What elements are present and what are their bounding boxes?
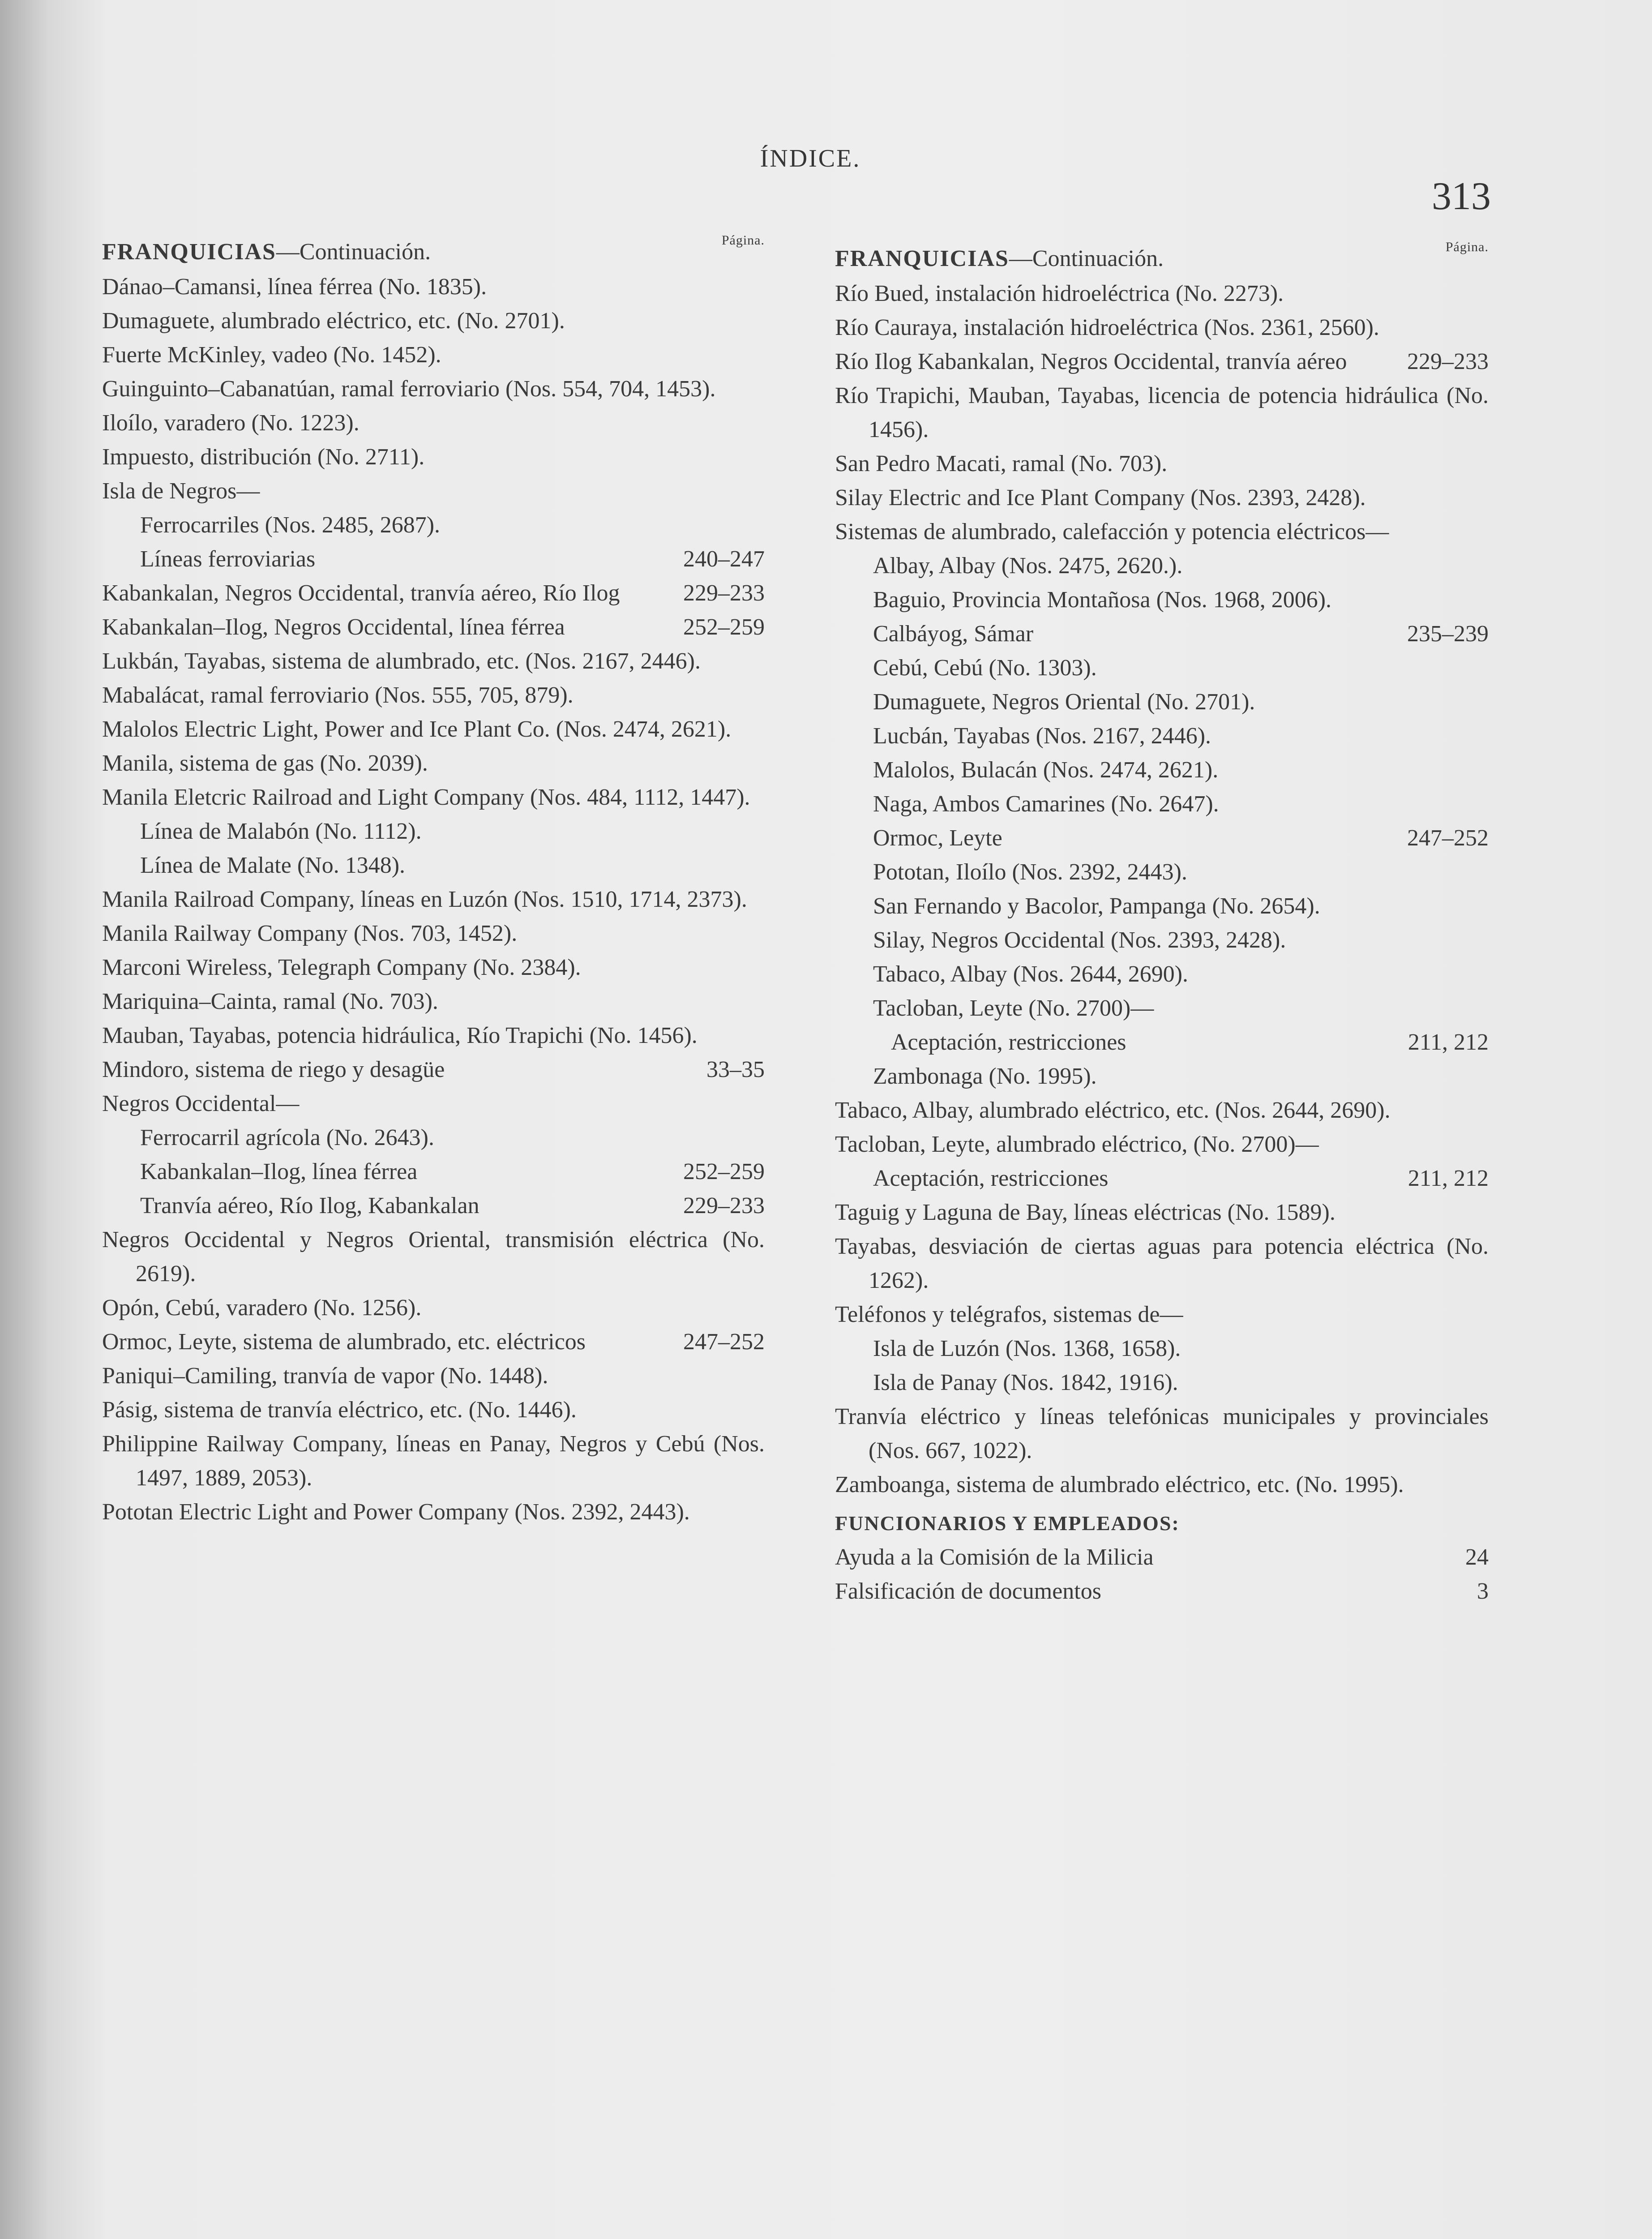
entry-text: Sistemas de alumbrado, calefacción y potencia eléctricos—: [835, 519, 1389, 545]
index-entry: [835, 345, 1489, 379]
entry-text: Manila Eletcric Railroad and Light Company (Nos. 484, 1112, 1447).: [102, 785, 750, 810]
index-entry: [835, 1128, 1489, 1162]
index-entry: [102, 951, 765, 985]
entry-text: Cebú, Cebú (No. 1303).: [873, 655, 1097, 681]
entry-text: Tayabas, desviación de ciertas aguas para potencia eléctrica (No. 1262).: [835, 1234, 1489, 1293]
index-entry: [102, 1427, 765, 1495]
index-entry: [835, 1059, 1489, 1094]
entry-text: Tranvía eléctrico y líneas telefónicas municipales y provinciales (Nos. 667, 1022).: [835, 1404, 1489, 1463]
index-entry: [102, 1019, 765, 1053]
index-entry: [835, 311, 1489, 345]
entry-text: Iloílo, varadero (No. 1223).: [102, 410, 360, 436]
index-entry: [835, 1400, 1489, 1468]
entry-text: Zambonaga (No. 1995).: [873, 1064, 1097, 1089]
entry-text: Kabankalan–Ilog, Negros Occidental, línea férrea: [102, 614, 565, 640]
entry-text: Río Cauraya, instalación hidroeléctrica (Nos. 2361, 2560).: [835, 315, 1379, 340]
entry-text: Tranvía aéreo, Río Ilog, Kabankalan: [140, 1193, 479, 1218]
entry-text: Opón, Cebú, varadero (No. 1256).: [102, 1295, 422, 1321]
index-entry: [835, 1574, 1489, 1608]
index-entry: [835, 753, 1489, 787]
index-entry: [835, 685, 1489, 719]
entry-text: San Fernando y Bacolor, Pampanga (No. 2654).: [873, 893, 1320, 919]
index-entry: [102, 1053, 765, 1087]
index-entry: [102, 1359, 765, 1393]
entry-text: Línea de Malabón (No. 1112).: [140, 819, 422, 844]
entry-text: Philippine Railway Company, líneas en Panay, Negros y Cebú (Nos. 1497, 1889, 2053).: [102, 1431, 765, 1491]
index-entry: [102, 474, 765, 508]
index-entry: [835, 1196, 1489, 1230]
index-entry: [102, 1121, 765, 1155]
index-entry: [835, 787, 1489, 821]
entry-text: Dánao–Camansi, línea férrea (No. 1835).: [102, 274, 487, 300]
entry-text: Lukbán, Tayabas, sistema de alumbrado, etc. (Nos. 2167, 2446).: [102, 648, 701, 674]
index-entry: [835, 1094, 1489, 1128]
running-title: ÍNDICE.: [760, 145, 861, 172]
index-entry: [102, 1189, 765, 1223]
index-entry: [102, 440, 765, 474]
index-entry: [102, 1223, 765, 1291]
right-column-heading-suffix: —Continuación.: [1009, 246, 1164, 271]
entry-pages: 247–252: [683, 1329, 765, 1355]
entry-text: Río Bued, instalación hidroeléctrica (No. 2273).: [835, 281, 1284, 306]
index-entry: [102, 338, 765, 372]
entry-text: Kabankalan, Negros Occidental, tranvía aéreo, Río Ilog: [102, 580, 620, 606]
entry-text: Malolos Electric Light, Power and Ice Plant Co. (Nos. 2474, 2621).: [102, 716, 732, 742]
index-entry: [102, 406, 765, 440]
index-entry: [102, 644, 765, 678]
index-entry: [835, 991, 1489, 1025]
index-entry: [102, 270, 765, 304]
index-entry: [102, 746, 765, 781]
index-entry: [835, 651, 1489, 685]
entry-text: Negros Occidental y Negros Oriental, transmisión eléctrica (No. 2619).: [102, 1227, 765, 1287]
index-entry: [102, 1155, 765, 1189]
entry-text: Manila, sistema de gas (No. 2039).: [102, 751, 428, 776]
entry-text: Río Ilog Kabankalan, Negros Occidental, tranvía aéreo: [835, 349, 1347, 374]
index-entry: [835, 889, 1489, 923]
index-entry: [835, 1025, 1489, 1059]
entry-text: Baguio, Provincia Montañosa (Nos. 1968, 2006).: [873, 587, 1332, 613]
entry-text: Tacloban, Leyte, alumbrado eléctrico, (No. 2700)—: [835, 1132, 1319, 1157]
entry-text: Fuerte McKinley, vadeo (No. 1452).: [102, 342, 441, 368]
right-entry-list: [835, 277, 1489, 1502]
index-entry: [835, 821, 1489, 855]
page-number: 313: [1432, 175, 1491, 218]
left-column-header: [102, 235, 765, 270]
index-entry: [835, 481, 1489, 515]
entry-text: Mauban, Tayabas, potencia hidráulica, Río Trapichi (No. 1456).: [102, 1023, 698, 1048]
entry-pages: 240–247: [683, 546, 765, 572]
index-entry: [102, 1087, 765, 1121]
index-entry: [835, 719, 1489, 753]
entry-text: Tabaco, Albay, alumbrado eléctrico, etc. (Nos. 2644, 2690).: [835, 1098, 1391, 1123]
index-entry: [102, 815, 765, 849]
index-entry: [835, 277, 1489, 311]
index-entry: [835, 1298, 1489, 1332]
entry-text: Falsificación de documentos: [835, 1578, 1101, 1604]
left-entry-list: [102, 270, 765, 1529]
index-entry: [102, 576, 765, 610]
index-entry: [835, 1162, 1489, 1196]
entry-text: Mabalácat, ramal ferroviario (Nos. 555, 705, 879).: [102, 682, 573, 708]
entry-text: Dumaguete, Negros Oriental (No. 2701).: [873, 689, 1255, 715]
entry-text: Taguig y Laguna de Bay, líneas eléctricas (No. 1589).: [835, 1200, 1335, 1225]
index-entry: [102, 542, 765, 576]
entry-text: Malolos, Bulacán (Nos. 2474, 2621).: [873, 757, 1219, 783]
entry-text: Manila Railway Company (Nos. 703, 1452).: [102, 921, 518, 946]
index-entry: [102, 1325, 765, 1359]
entry-text: Negros Occidental—: [102, 1091, 300, 1116]
right-pagina-label: Página.: [1445, 240, 1489, 254]
entry-text: Paniqui–Camiling, tranvía de vapor (No. 1448).: [102, 1363, 548, 1389]
entry-pages: 211, 212: [1408, 1029, 1489, 1055]
index-entry: [835, 549, 1489, 583]
section-entry-list: [835, 1540, 1489, 1608]
right-column-heading: FRANQUICIAS: [835, 246, 1009, 271]
entry-text: Zamboanga, sistema de alumbrado eléctrico, etc. (No. 1995).: [835, 1472, 1404, 1497]
entry-text: Línea de Malate (No. 1348).: [140, 853, 406, 878]
index-entry: [102, 985, 765, 1019]
entry-text: Tabaco, Albay (Nos. 2644, 2690).: [873, 961, 1189, 987]
entry-pages: 247–252: [1407, 825, 1489, 851]
entry-text: Ayuda a la Comisión de la Milicia: [835, 1544, 1154, 1570]
entry-text: Marconi Wireless, Telegraph Company (No. 2384).: [102, 955, 581, 980]
entry-text: Calbáyog, Sámar: [873, 621, 1034, 647]
section-heading: FUNCIONARIOS Y EMPLEADOS:: [835, 1512, 1180, 1535]
entry-text: Mariquina–Cainta, ramal (No. 703).: [102, 989, 438, 1014]
index-entry: [102, 917, 765, 951]
right-column: [835, 242, 1489, 1608]
entry-pages: 24: [1465, 1544, 1489, 1570]
index-entry: [835, 379, 1489, 447]
entry-text: Naga, Ambos Camarines (No. 2647).: [873, 791, 1219, 817]
entry-text: Manila Railroad Company, líneas en Luzón (Nos. 1510, 1714, 2373).: [102, 887, 747, 912]
entry-pages: 211, 212: [1408, 1166, 1489, 1191]
left-column: [102, 235, 765, 1529]
entry-pages: 229–233: [1407, 349, 1489, 374]
index-entry: [835, 1540, 1489, 1574]
entry-text: Ormoc, Leyte: [873, 825, 1002, 851]
entry-text: Silay, Negros Occidental (Nos. 2393, 2428).: [873, 927, 1286, 953]
entry-text: Pásig, sistema de tranvía eléctrico, etc. (No. 1446).: [102, 1397, 577, 1423]
entry-text: Teléfonos y telégrafos, sistemas de—: [835, 1302, 1183, 1327]
index-entry: [835, 447, 1489, 481]
index-entry: [102, 1495, 765, 1529]
entry-text: Isla de Luzón (Nos. 1368, 1658).: [873, 1336, 1181, 1361]
index-entry: [835, 583, 1489, 617]
index-entry: [102, 304, 765, 338]
entry-text: Ormoc, Leyte, sistema de alumbrado, etc. eléctricos: [102, 1329, 586, 1355]
left-pagina-label: Página.: [721, 233, 765, 248]
entry-text: Albay, Albay (Nos. 2475, 2620.).: [873, 553, 1183, 579]
entry-text: Tacloban, Leyte (No. 2700)—: [873, 995, 1154, 1021]
entry-pages: 229–233: [683, 580, 765, 606]
entry-text: San Pedro Macati, ramal (No. 703).: [835, 451, 1168, 476]
index-entry: [102, 849, 765, 883]
index-entry: [835, 855, 1489, 889]
entry-text: Aceptación, restricciones: [891, 1029, 1126, 1055]
index-entry: [835, 1230, 1489, 1298]
right-column-header: [835, 242, 1489, 277]
entry-text: Mindoro, sistema de riego y desagüe: [102, 1057, 445, 1082]
index-entry: [102, 781, 765, 815]
index-entry: [835, 923, 1489, 957]
entry-text: Aceptación, restricciones: [873, 1166, 1108, 1191]
index-entry: [102, 712, 765, 746]
left-column-heading: FRANQUICIAS: [102, 239, 276, 265]
index-entry: [102, 1291, 765, 1325]
entry-text: Impuesto, distribución (No. 2711).: [102, 444, 425, 470]
entry-pages: 33–35: [706, 1057, 765, 1082]
entry-pages: 3: [1477, 1578, 1489, 1604]
entry-text: Dumaguete, alumbrado eléctrico, etc. (No. 2701).: [102, 308, 565, 334]
entry-text: Isla de Negros—: [102, 478, 260, 504]
index-entry: [102, 508, 765, 542]
entry-text: Pototan, Iloílo (Nos. 2392, 2443).: [873, 859, 1187, 885]
entry-text: Pototan Electric Light and Power Company (Nos. 2392, 2443).: [102, 1499, 690, 1525]
entry-text: Ferrocarril agrícola (No. 2643).: [140, 1125, 434, 1150]
entry-text: Guinguinto–Cabanatúan, ramal ferroviario (Nos. 554, 704, 1453).: [102, 376, 716, 402]
left-column-heading-suffix: —Continuación.: [276, 239, 431, 265]
index-entry: [102, 1393, 765, 1427]
entry-text: Líneas ferroviarias: [140, 546, 316, 572]
entry-pages: 252–259: [683, 1159, 765, 1184]
entry-text: Lucbán, Tayabas (Nos. 2167, 2446).: [873, 723, 1211, 749]
index-entry: [102, 883, 765, 917]
entry-text: Kabankalan–Ilog, línea férrea: [140, 1159, 418, 1184]
index-entry: [835, 1468, 1489, 1502]
index-entry: [835, 515, 1489, 549]
index-entry: [835, 1366, 1489, 1400]
entry-pages: 235–239: [1407, 621, 1489, 647]
index-entry: [835, 1332, 1489, 1366]
index-entry: [102, 678, 765, 712]
entry-text: Silay Electric and Ice Plant Company (Nos. 2393, 2428).: [835, 485, 1366, 510]
entry-pages: 252–259: [683, 614, 765, 640]
index-entry: [835, 617, 1489, 651]
entry-pages: 229–233: [683, 1193, 765, 1218]
entry-text: Isla de Panay (Nos. 1842, 1916).: [873, 1370, 1178, 1395]
index-entry: [102, 372, 765, 406]
index-entry: [102, 610, 765, 644]
entry-text: Ferrocarriles (Nos. 2485, 2687).: [140, 512, 441, 538]
index-entry: [835, 957, 1489, 991]
entry-text: Río Trapichi, Mauban, Tayabas, licencia de potencia hidráulica (No. 1456).: [835, 383, 1489, 442]
